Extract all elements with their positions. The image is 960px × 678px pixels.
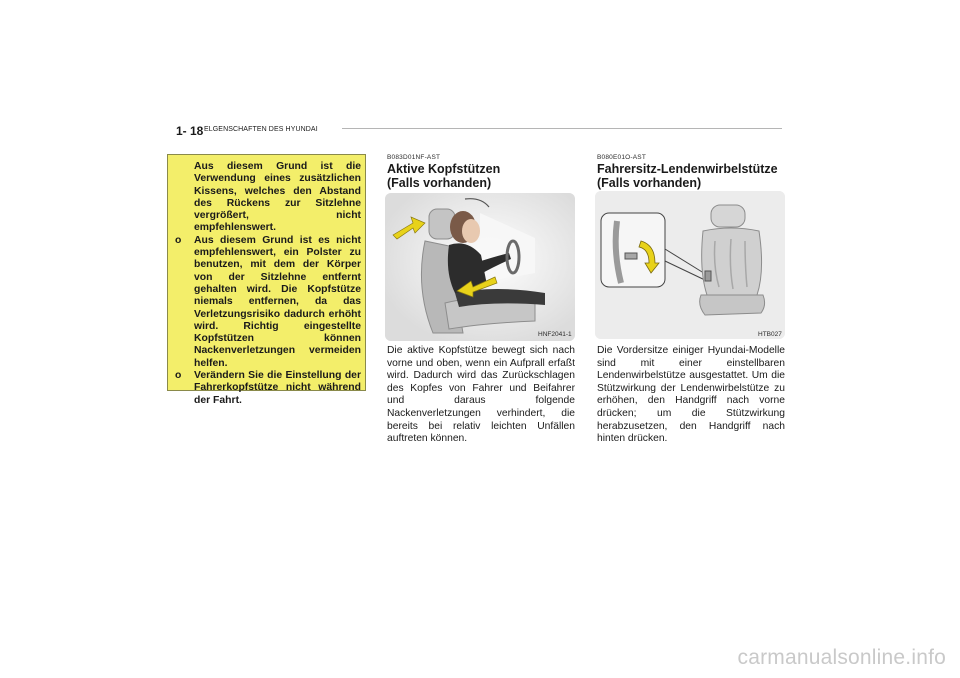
warning-item-text: Verändern Sie die Einstellung der Fahrerkopfstütze nicht während der Fahrt.: [194, 370, 361, 406]
section-title-line: (Falls vorhanden): [597, 176, 702, 190]
warning-box: [167, 154, 366, 406]
warning-continuation: Aus diesem Grund ist die Verwendung eines zusätzlichen Kissens, welches den Abstand des Rückens zur Sitzlehne vergrößert, nicht empfehlenswert.: [194, 161, 361, 234]
bullet-glyph: o: [175, 234, 182, 246]
chapter-title: ELGENSCHAFTEN DES HYUNDAI: [204, 126, 318, 133]
section-title-line: Aktive Kopfstützen: [387, 162, 501, 176]
section-title-line: Fahrersitz-Lendenwirbelstütze: [597, 162, 778, 176]
section-code: B080E01O-AST: [597, 154, 647, 161]
section-title: [387, 162, 577, 190]
warning-list: [172, 235, 361, 407]
section-code: B083D01NF-AST: [387, 154, 441, 161]
figure-label: HTB027: [758, 331, 782, 338]
headrest-illustration: [385, 193, 575, 341]
headrest-figure-svg: [385, 193, 575, 341]
section-title-line: (Falls vorhanden): [387, 176, 492, 190]
bullet-glyph: o: [175, 370, 182, 382]
section-title: [597, 162, 787, 190]
warning-item: [172, 370, 361, 407]
section-body: Die aktive Kopfstütze bewegt sich nach vorne und oben, wenn ein Aufprall erfaßt wird. Dadurch wird das Zurückschlagen des Kopfes von Fahrer und Beifahrer und daraus folgende Nackenverletzungen verhindert, die bereits bei relativ leichten Unfällen auftreten können.: [387, 345, 575, 445]
watermark-text: carmanualsonline.info: [737, 646, 946, 669]
warning-item: [172, 235, 361, 370]
header-rule: [342, 128, 782, 129]
page-number: 1- 18: [176, 124, 204, 138]
section-body: Die Vordersitze einiger Hyundai-Modelle sind mit einer einstellbaren Lendenwirbelstütze ausgestattet. Um die Stützwirkung der Lendenwirbelstütze zu erhöhen, den Handgriff nach vorne drücken; um die Stützwirkung herabzusetzen, den Handgriff nach hinten drücken.: [597, 345, 785, 445]
figure-label: HNF2041-1: [538, 331, 572, 338]
lumbar-figure-svg: [595, 191, 785, 339]
lumbar-support-illustration: [595, 191, 785, 339]
warning-item-text: Aus diesem Grund ist es nicht empfehlenswert, ein Polster zu benutzen, mit dem der Körper von der Sitzlehne entfernt gehalten wird. Die Kopfstütze niemals entfernen, da das Verletzungsrisiko dadurch erhöht wird. Richtig eingestellte Kopfstützen können Nackenverletzungen vermeiden helfen.: [194, 234, 361, 369]
